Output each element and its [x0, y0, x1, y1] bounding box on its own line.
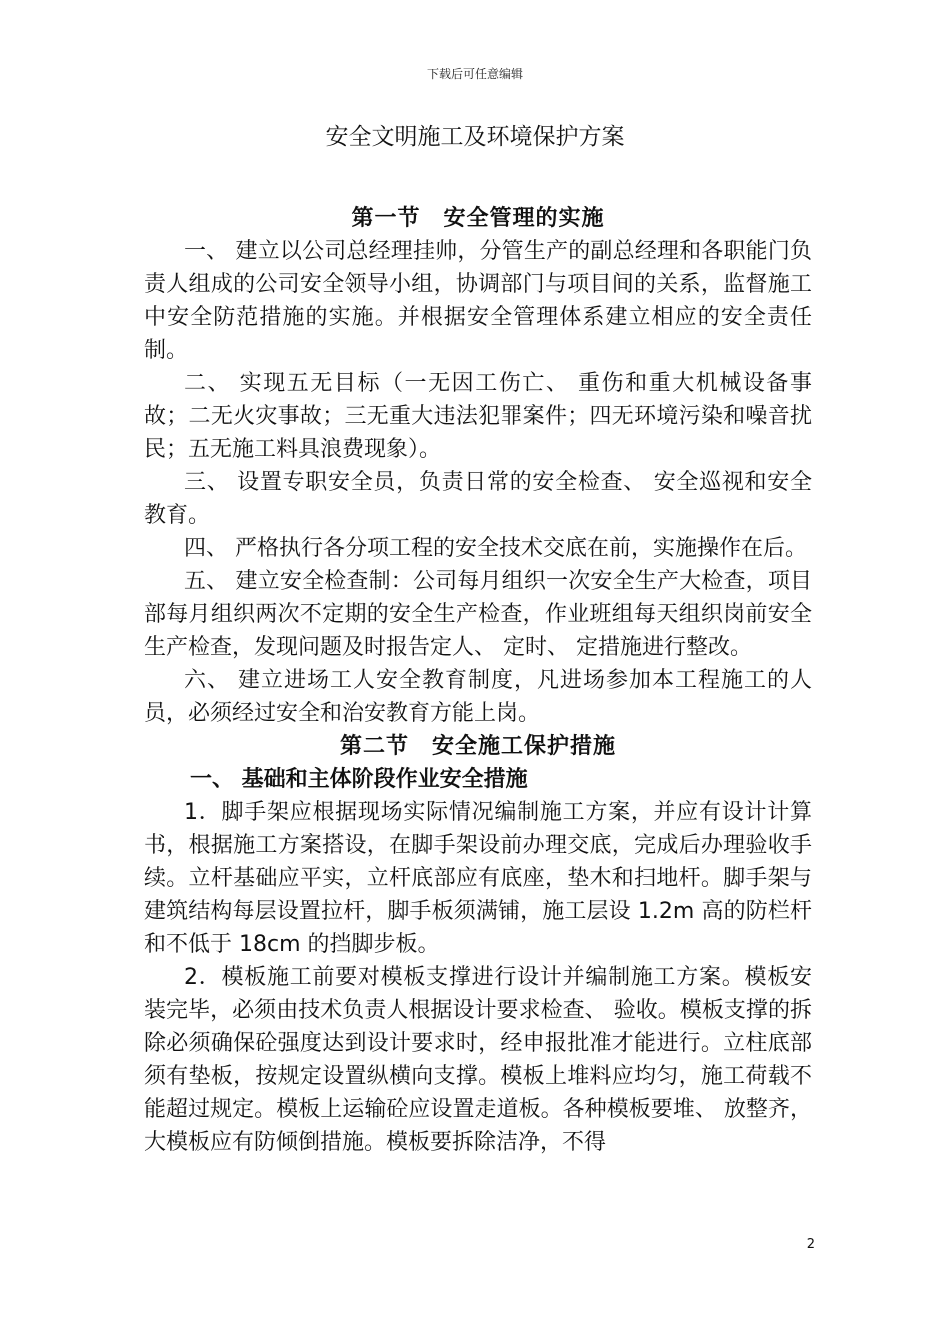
section-heading-2: 第二节 安全施工保护措施	[339, 734, 616, 759]
section-1-paragraph-6: 六、 建立进场工人安全教育制度，凡进场参加本工程施工的人员，必须经过安全和治安教育方能上岗。	[144, 668, 812, 726]
section-1-paragraph-5: 五、 建立安全检查制：公司每月组织一次安全生产大检查，项目部每月组织两次不定期的安全生产检查，作业班组每天组织岗前安全生产检查，发现问题及时报告定人、 定时、 定措施进行整改。	[144, 569, 812, 660]
section-heading-1: 第一节 安全管理的实施	[351, 206, 605, 231]
section-2-paragraph-1: 1．脚手架应根据现场实际情况编制施工方案，并应有设计计算书，根据施工方案搭设，在脚手架设前办理交底，完成后办理验收手续。立杆基础应平实，立杆底部应有底座，垫木和扫地杆。脚手架与建筑结构每层设置拉杆，脚手板须满铺，施工层设 1.2m 高的防栏杆和不低于 18cm 的挡脚步板。	[144, 800, 812, 957]
section-1-paragraph-1: 一、 建立以公司总经理挂帅，分管生产的副总经理和各职能门负责人组成的公司安全领导小组，协调部门与项目间的关系，监督施工中安全防范措施的实施。并根据安全管理体系建立相应的安全责任制。	[144, 239, 812, 363]
document-body	[144, 198, 812, 1159]
section-1-paragraph-2: 二、 实现五无目标（一无因工伤亡、 重伤和重大机械设备事故；二无火灾事故；三无重大违法犯罪案件；四无环境污染和噪音扰民；五无施工料具浪费现象）。	[144, 371, 812, 462]
section-2-paragraph-2: 2．模板施工前要对模板支撑进行设计并编制施工方案。模板安装完毕，必须由技术负责人根据设计要求检查、 验收。模板支撑的拆除必须确保砼强度达到设计要求时，经申报批准才能进行。立柱底部须有垫板，按规定设置纵横向支撑。模板上堆料应均匀，施工荷载不能超过规定。模板上运输砼应设置走道板。各种模板要堆、 放整齐，大模板应有防倾倒措施。模板要拆除洁净，不得	[144, 965, 812, 1155]
section-1-paragraph-3: 三、 设置专职安全员，负责日常的安全检查、 安全巡视和安全教育。	[144, 470, 812, 528]
document-title: 安全文明施工及环境保护方案	[325, 124, 625, 150]
page-number: 2	[806, 1237, 815, 1252]
page-header-note: 下载后可任意编辑	[426, 67, 523, 81]
section-2-subheading: 一、 基础和主体阶段作业安全措施	[190, 767, 528, 792]
section-1-paragraph-4: 四、 严格执行各分项工程的安全技术交底在前，实施操作在后。	[184, 536, 807, 561]
